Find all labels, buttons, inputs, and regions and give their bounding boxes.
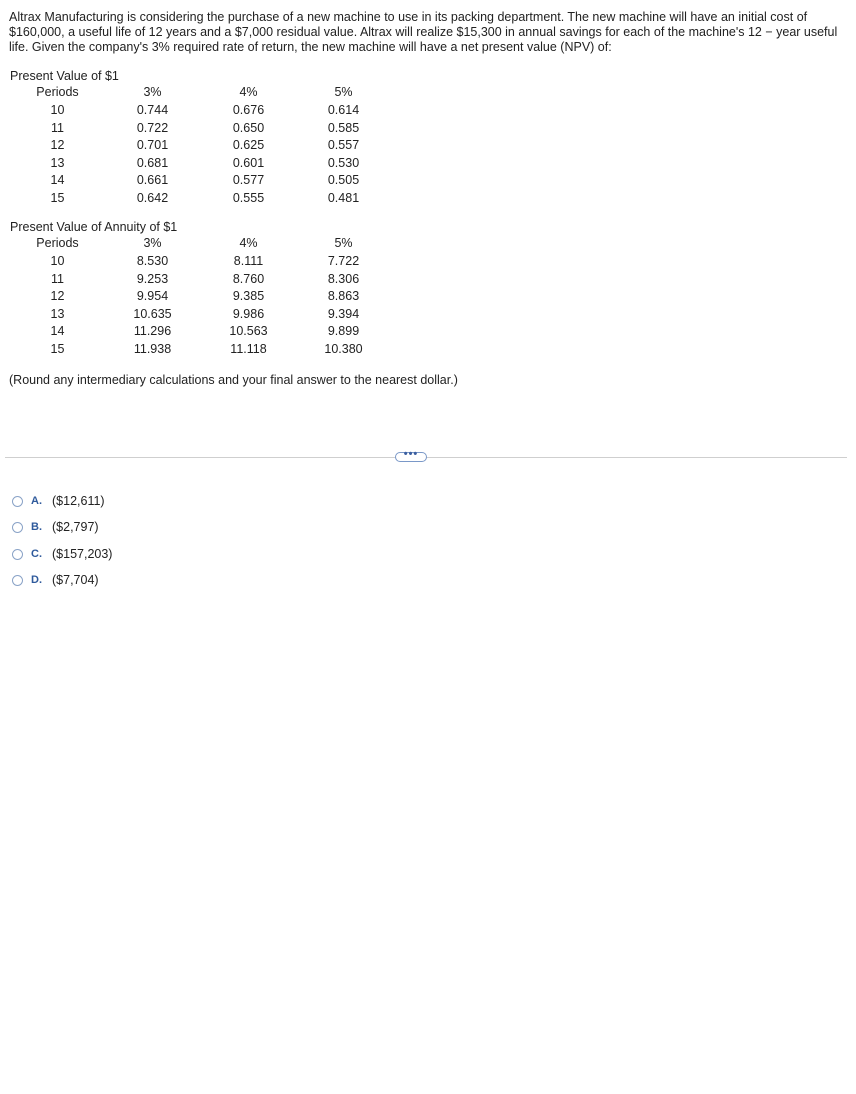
value-cell: 9.385 bbox=[232, 289, 265, 303]
value-cell: 0.530 bbox=[327, 155, 360, 170]
choice-text: ($157,203) bbox=[52, 547, 113, 561]
period-cell: 14 bbox=[50, 324, 65, 338]
value-cell: 9.253 bbox=[136, 271, 169, 286]
radio-icon[interactable] bbox=[12, 549, 23, 560]
value-cell: 0.577 bbox=[232, 173, 265, 187]
period-cell: 15 bbox=[50, 341, 65, 356]
choice-text: ($7,704) bbox=[52, 573, 99, 587]
radio-icon[interactable] bbox=[12, 575, 23, 586]
header-periods: Periods bbox=[36, 85, 79, 99]
choice-letter: D. bbox=[31, 574, 42, 586]
radio-icon[interactable] bbox=[12, 496, 23, 507]
value-cell: 8.306 bbox=[327, 271, 360, 286]
value-cell: 0.625 bbox=[232, 138, 265, 152]
value-cell: 10.380 bbox=[324, 341, 363, 356]
pv-table-title: Present Value of $1 bbox=[10, 69, 119, 83]
header-rate-3: 3% bbox=[143, 85, 162, 99]
value-cell: 10.635 bbox=[133, 306, 172, 321]
choice-text: ($12,611) bbox=[52, 494, 105, 508]
value-cell: 11.118 bbox=[230, 341, 267, 356]
expand-more-button[interactable] bbox=[395, 448, 427, 462]
value-cell: 9.899 bbox=[327, 324, 360, 338]
value-cell: 11.296 bbox=[133, 324, 172, 338]
choice-letter: C. bbox=[31, 548, 42, 560]
value-cell: 0.642 bbox=[136, 190, 169, 205]
period-cell: 13 bbox=[50, 306, 65, 321]
value-cell: 0.681 bbox=[136, 155, 169, 170]
header-rate-5: 5% bbox=[334, 236, 353, 250]
value-cell: 0.555 bbox=[232, 190, 265, 205]
period-cell: 10 bbox=[50, 254, 65, 268]
value-cell: 9.394 bbox=[327, 306, 360, 321]
question-text: Altrax Manufacturing is considering the purchase of a new machine to use in its packing department. The new machine will have an initial cost of $160,000, a useful life of 12 years and a $7,000 residual value. Altrax will realize $15,300 in annual savings for each of the machine's 12 − year useful life. Given the company's 3% required rate of return, the new machine will have a net present value (NPV) of: bbox=[9, 10, 838, 54]
period-cell: 12 bbox=[50, 289, 65, 303]
header-rate-4: 4% bbox=[239, 85, 258, 99]
period-cell: 15 bbox=[50, 190, 65, 205]
period-cell: 12 bbox=[50, 138, 65, 152]
annuity-table-title: Present Value of Annuity of $1 bbox=[10, 220, 178, 234]
choice-c[interactable] bbox=[12, 547, 272, 565]
value-cell: 7.722 bbox=[327, 254, 360, 268]
radio-icon[interactable] bbox=[12, 522, 23, 533]
header-rate-4: 4% bbox=[239, 236, 258, 250]
period-cell: 13 bbox=[50, 155, 65, 170]
value-cell: 0.650 bbox=[232, 120, 265, 135]
value-cell: 0.585 bbox=[327, 120, 360, 135]
value-cell: 8.530 bbox=[136, 254, 169, 268]
value-cell: 0.505 bbox=[327, 173, 360, 187]
choice-letter: A. bbox=[31, 495, 42, 507]
value-cell: 8.760 bbox=[232, 271, 265, 286]
header-periods: Periods bbox=[36, 236, 79, 250]
ellipsis-icon: ••• bbox=[403, 448, 419, 460]
value-cell: 0.744 bbox=[136, 103, 169, 117]
choice-d[interactable] bbox=[12, 573, 272, 591]
value-cell: 0.601 bbox=[232, 155, 265, 170]
header-rate-5: 5% bbox=[334, 85, 353, 99]
value-cell: 0.661 bbox=[136, 173, 169, 187]
period-cell: 11 bbox=[51, 120, 64, 135]
choice-b[interactable] bbox=[12, 520, 272, 538]
value-cell: 0.481 bbox=[327, 190, 360, 205]
value-cell: 0.557 bbox=[327, 138, 360, 152]
header-rate-3: 3% bbox=[143, 236, 162, 250]
value-cell: 0.614 bbox=[327, 103, 360, 117]
choice-a[interactable] bbox=[12, 494, 272, 512]
value-cell: 11.938 bbox=[133, 341, 172, 356]
period-cell: 14 bbox=[50, 173, 65, 187]
value-cell: 0.722 bbox=[136, 120, 169, 135]
choice-letter: B. bbox=[31, 521, 42, 533]
value-cell: 10.563 bbox=[229, 324, 268, 338]
value-cell: 9.986 bbox=[232, 306, 265, 321]
value-cell: 0.676 bbox=[232, 103, 265, 117]
period-cell: 11 bbox=[51, 271, 64, 286]
value-cell: 0.701 bbox=[136, 138, 169, 152]
value-cell: 8.863 bbox=[327, 289, 360, 303]
choice-text: ($2,797) bbox=[52, 520, 99, 534]
rounding-note: (Round any intermediary calculations and your final answer to the nearest dollar.) bbox=[9, 373, 458, 387]
period-cell: 10 bbox=[50, 103, 65, 117]
value-cell: 8.111 bbox=[233, 254, 264, 268]
value-cell: 9.954 bbox=[136, 289, 169, 303]
